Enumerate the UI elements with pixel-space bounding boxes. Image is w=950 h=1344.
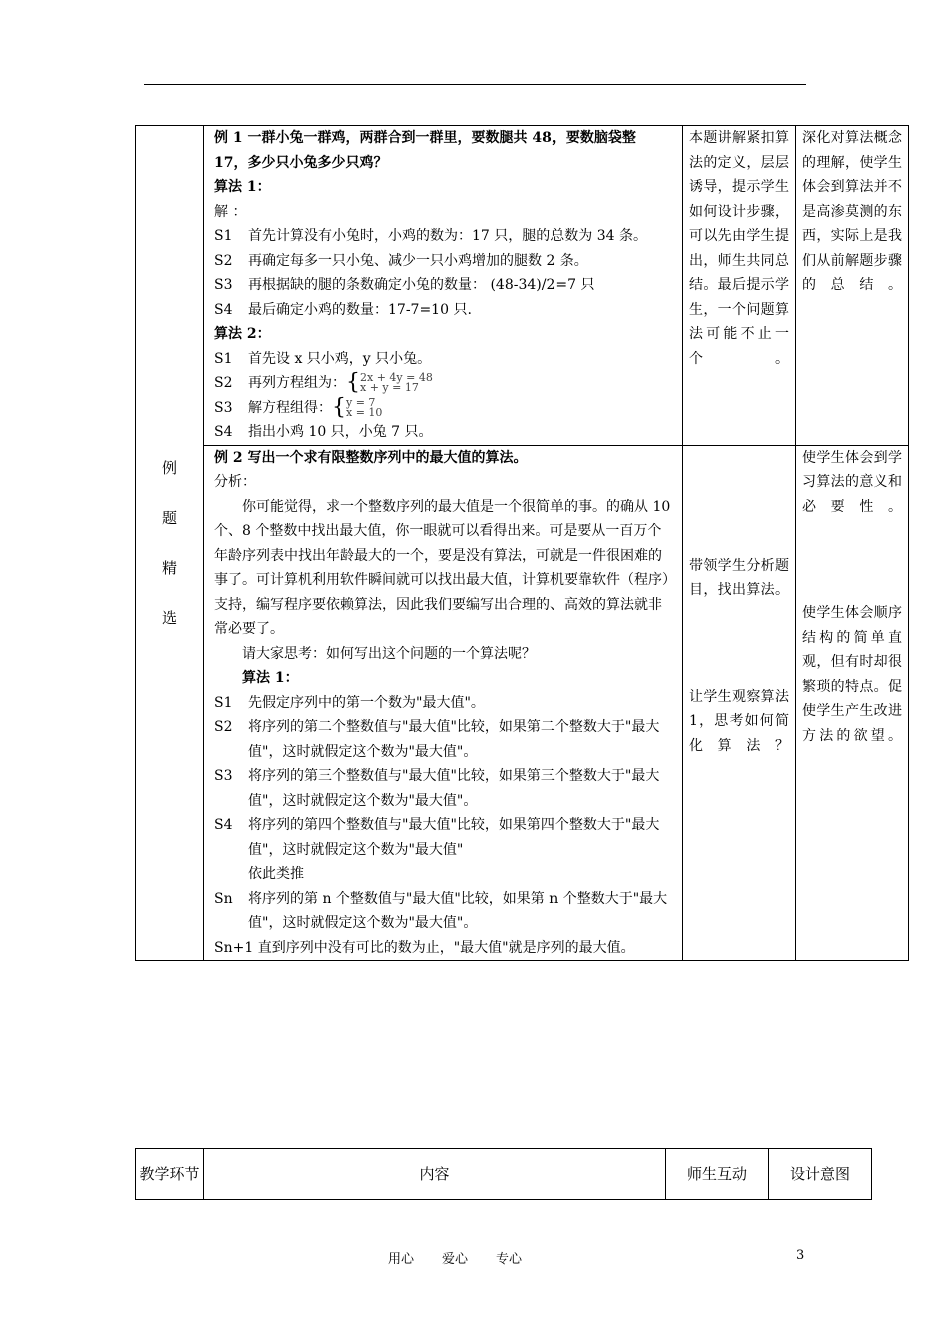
step-item: S1 首先计算没有小兔时，小鸡的数为：17 只，腿的总数为 34 条。 [214,228,647,244]
header-interaction: 师生互动 [666,1149,769,1200]
example1-interaction: 本题讲解紧扣算法的定义，层层诱导，提示学生如何设计步骤，可以先由学生提出，师生共同总结。最后提示学生，一个问题算法可能不止一个。 [683,126,796,446]
step-item: S4 将序列的第四个整数值与"最大值"比较，如果第四个整数大于"最大值"，这时就假定这个数为"最大值" [214,817,660,858]
interaction-text-2: 让学生观察算法 1，思考如何简化算法？ [689,688,789,754]
footer-slogan: 用心 爱心 专心 [388,1252,523,1267]
design-text-1: 使学生体会到学习算法的意义和必要性。 [802,449,902,515]
example1-algo1-title: 算法 1： [214,179,271,195]
example2-algo1-title: 算法 1： [242,670,299,686]
example1-title: 例 1 一群小兔一群鸡，两群合到一群里，要数腿共 48，要数脑袋整 17，多少只小兔多少只鸡？ [214,130,636,171]
example1-row [136,126,909,446]
header-rule [144,84,806,85]
analysis-label: 分析： [214,474,256,490]
section-char: 选 [161,609,177,627]
interaction-text-1: 带领学生分析题目，找出算法。 [689,557,789,598]
etc-text: 依此类推 [248,866,304,882]
design-text-2: 使学生体会顺序结构的简单直观，但有时却很繁琐的特点。促使学生产生改进方法的欲望。 [802,605,902,744]
equation-system: 2x + 4y = 48 x + y = 17 [360,371,433,394]
section-char: 精 [161,559,177,577]
header-design-intent: 设计意图 [769,1149,872,1200]
step-item: S3 将序列的第三个整数值与"最大值"比较，如果第三个整数大于"最大值"，这时就假定这个数为"最大值"。 [214,768,660,809]
question-text: 请大家思考：如何写出这个问题的一个算法呢？ [242,645,536,662]
step-n1: Sn+1 直到序列中没有可比的数为止，"最大值"就是序列的最大值。 [214,939,635,956]
step-item: S2 再确定每多一只小兔、减少一只小鸡增加的腿数 2 条。 [214,252,588,269]
step-item: S1 首先设 x 只小鸡，y 只小兔。 [214,350,432,367]
example2-content [204,445,683,961]
lesson-table [135,125,909,961]
example1-design: 深化对算法概念的理解，使学生体会到算法并不是高渗莫测的东西，实际上是我们从前解题步骤的总结。 [796,126,909,446]
step-item: S1 先假定序列中的第一个数为"最大值"。 [214,694,485,711]
equation-solution: y = 7 x = 10 [346,395,383,419]
section-char: 题 [161,509,177,527]
step-item: S2 再列方程组为：{ 2x + 4y = 48 x + y = 17 [214,370,433,395]
example2-interaction [683,445,796,961]
step-item: S4 最后确定小鸡的数量：17-7=10 只. [214,301,472,318]
step-item: S2 将序列的第二个整数值与"最大值"比较，如果第二个整数大于"最大值"，这时就假定这个数为"最大值"。 [214,719,660,760]
example2-design [796,445,909,961]
header-teaching-phase: 教学环节 [136,1149,204,1200]
example2-title: 例 2 写出一个求有限整数序列中的最大值的算法。 [214,449,528,466]
step-item: S3 解方程组得：{ y = 7 x = 10 [214,394,383,420]
column-header-table [135,1148,872,1200]
solution-label: 解 ： [214,203,247,220]
analysis-text: 你可能觉得，求一个整数序列的最大值是一个很简单的事。的确从 10 个、8 个整数中找出最大值，你一眼就可以看得出来。可是要从一百万个年龄序列表中找出年龄最大的一个，要是没有算法，可就是一件很困难的事了。可计算机利用软件瞬间就可以找出最大值，计算机要靠软件（程序）支持，编写程序要依赖算法，因此我们要编写出合理的、高效的算法就非常必要了。 [214,498,671,637]
page-number: 3 [796,1248,805,1263]
section-label [136,126,204,961]
section-char: 例 [161,459,177,477]
example2-row [136,445,909,961]
example1-algo2-title: 算法 2： [214,326,271,342]
header-content: 内容 [204,1149,666,1200]
step-item: S4 指出小鸡 10 只，小兔 7 只。 [214,424,433,440]
step-item: Sn 将序列的第 n 个整数值与"最大值"比较，如果第 n 个整数大于"最大值"，这时就假定这个数为"最大值"。 [214,890,668,931]
equation-brace: { [332,394,346,420]
equation-brace: { [346,370,360,395]
step-item: S3 再根据缺的腿的条数确定小兔的数量： (48-34)/2=7 只 [214,277,595,293]
example1-content [204,126,683,446]
